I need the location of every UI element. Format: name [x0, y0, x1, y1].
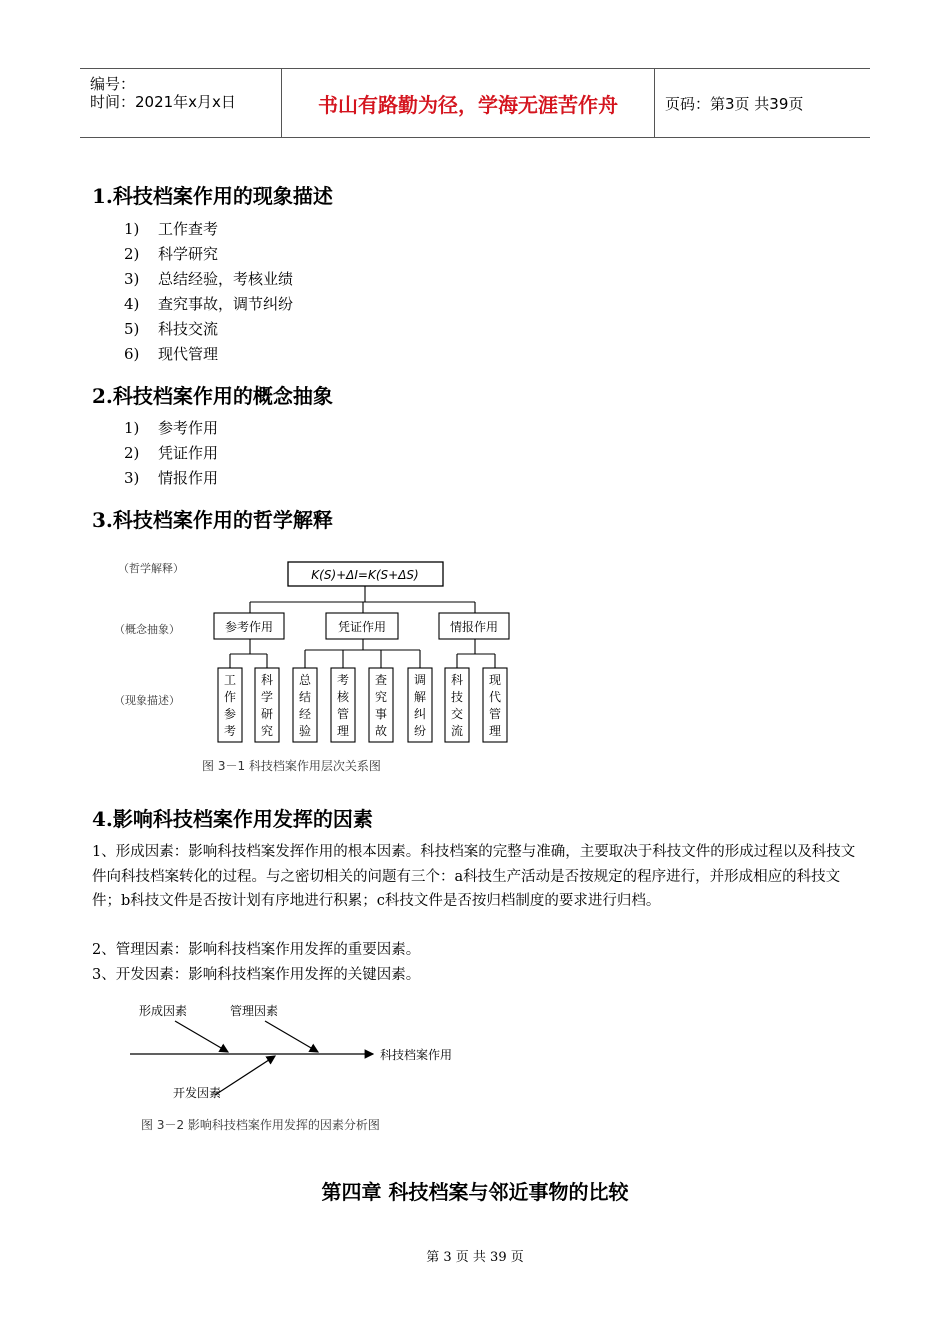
level-label-concept: （概念抽象）: [114, 623, 180, 636]
page-header: [80, 68, 870, 138]
list-item: 1) 工作查考: [124, 220, 219, 238]
section-1-title: 1.科技档案作用的现象描述: [92, 184, 333, 208]
chapter-title: 第四章 科技档案与邻近事物的比较: [321, 1180, 629, 1204]
formation-arrow: [175, 1021, 228, 1052]
list-item: 4) 查究事故，调节纠纷: [124, 295, 294, 313]
target-label: 科技档案作用: [380, 1048, 453, 1062]
factor-label-development: 开发因素: [173, 1086, 222, 1100]
level-label-philosophy: （哲学解释）: [118, 562, 184, 575]
level-label-phenomenon: （现象描述）: [114, 694, 180, 707]
header-meta-cell: [80, 69, 282, 137]
list-item: 5) 科技交流: [124, 320, 219, 338]
management-arrow: [265, 1021, 318, 1052]
page-footer: 第 3 页 共 39 页: [426, 1250, 524, 1265]
factor-analysis-figure: [125, 995, 475, 1140]
list-item: 1) 参考作用: [124, 419, 219, 437]
concept-label-evidence: 凭证作用: [337, 620, 387, 634]
section-2-list: [124, 416, 218, 491]
formula-text: K(S)+ΔI=K(S+ΔS): [311, 568, 419, 582]
factor-label-management: 管理因素: [230, 1004, 279, 1018]
list-item: 2) 科学研究: [124, 245, 219, 263]
list-item: 2) 凭证作用: [124, 444, 219, 462]
section-4-title: 4.影响科技档案作用发挥的因素: [92, 807, 373, 831]
phenomenon-label: 总结经验: [298, 673, 312, 738]
phenomenon-label: 工作参考: [223, 673, 237, 738]
phenomena-group: [218, 650, 507, 742]
list-item: 3) 情报作用: [124, 469, 219, 487]
phenomenon-label: 考核管理: [336, 673, 350, 738]
figure-1-caption: 图 3－1 科技档案作用层次关系图: [202, 759, 381, 773]
factor-paragraph-1: 1、形成因素：影响科技档案发挥作用的根本因素。科技档案的完整与准确，主要取决于科技文件的形成过程以及科技文件向科技档案转化的过程。与之密切相关的问题有三个：a科技生产活动是否按规定的程序进行，并形成相应的科技文件；b科技文件是否按计划有序地进行积累；c科技文件是否按归档制度的要求进行归档。: [92, 844, 856, 909]
header-motto: 书山有路勤为径，学海无涯苦作舟: [282, 69, 655, 137]
development-arrow: [215, 1056, 275, 1095]
phenomenon-label: 科技交流: [450, 673, 464, 738]
section-3-title: 3.科技档案作用的哲学解释: [92, 508, 333, 532]
section-2-title: 2.科技档案作用的概念抽象: [92, 384, 333, 408]
phenomenon-label: 查究事故: [374, 673, 388, 738]
hierarchy-figure: [110, 550, 530, 780]
phenomenon-label: 现代管理: [488, 673, 502, 738]
list-item: 3) 总结经验，考核业绩: [124, 270, 294, 288]
header-page-label: 页码：第3页 共39页: [665, 95, 804, 113]
section-1-list: [124, 217, 293, 367]
figure-2-caption: 图 3－2 影响科技档案作用发挥的因素分析图: [141, 1118, 380, 1132]
header-time-label: 时间：2021年x月x日: [90, 93, 236, 111]
factor-label-formation: 形成因素: [139, 1004, 188, 1018]
factor-paragraph-2: 2、管理因素：影响科技档案作用发挥的重要因素。: [92, 942, 421, 958]
concept-label-intelligence: 情报作用: [449, 620, 499, 634]
factor-paragraph-3: 3、开发因素：影响科技档案作用发挥的关键因素。: [92, 967, 421, 983]
phenomenon-label: 科学研究: [260, 673, 274, 738]
list-item: 6) 现代管理: [124, 345, 219, 363]
phenomenon-label: 调解纠纷: [413, 673, 427, 738]
concept-label-reference: 参考作用: [224, 620, 274, 634]
header-number-label: 编号：: [90, 75, 136, 93]
